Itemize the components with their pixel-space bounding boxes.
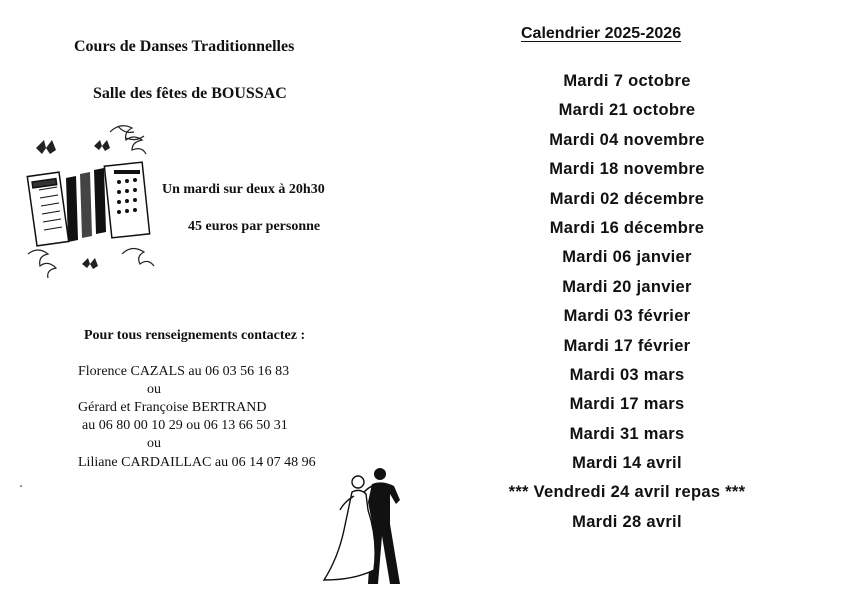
scan-speck [20,485,22,487]
list-item: Mardi 31 mars [569,424,685,443]
dancing-couple-icon [318,462,410,588]
accordion-icon [22,118,158,280]
page-title: Cours de Danses Traditionnelles [74,38,295,55]
price-text: 45 euros par personne [188,219,321,234]
meal-event-item: *** Vendredi 24 avril repas *** [508,483,746,502]
list-item: Mardi 03 février [563,307,691,326]
date-list [460,67,794,537]
contact-separator: ou [147,436,161,451]
calendar-title: Calendrier 2025-2026 [521,25,682,42]
list-item: Mardi 28 avril [572,512,682,531]
list-item: Mardi 04 novembre [549,130,705,149]
list-item: Mardi 17 mars [569,395,685,414]
list-item: Mardi 06 janvier [562,248,692,267]
list-item: Mardi 02 décembre [549,189,705,208]
list-item: Mardi 03 mars [569,365,685,384]
contact-liliane: Liliane CARDAILLAC au 06 14 07 48 96 [78,455,316,470]
schedule-text: Un mardi sur deux à 20h30 [162,182,325,197]
contact-separator: ou [147,382,161,397]
contact-florence: Florence CAZALS au 06 03 56 16 83 [78,364,290,379]
list-item: Mardi 17 février [563,336,691,355]
list-item: Mardi 20 janvier [562,277,692,296]
list-item: Mardi 16 décembre [549,218,705,237]
list-item: Mardi 7 octobre [563,72,691,90]
list-item: Mardi 18 novembre [549,160,705,179]
contact-bertrand-phones: au 06 80 00 10 29 ou 06 13 66 50 31 [82,418,288,433]
contact-bertrand: Gérard et Françoise BERTRAND [78,400,267,415]
venue-label: Salle des fêtes de BOUSSAC [93,85,287,102]
contact-heading: Pour tous renseignements contactez : [84,328,306,343]
list-item: Mardi 14 avril [572,454,682,473]
list-item: Mardi 21 octobre [558,101,696,120]
